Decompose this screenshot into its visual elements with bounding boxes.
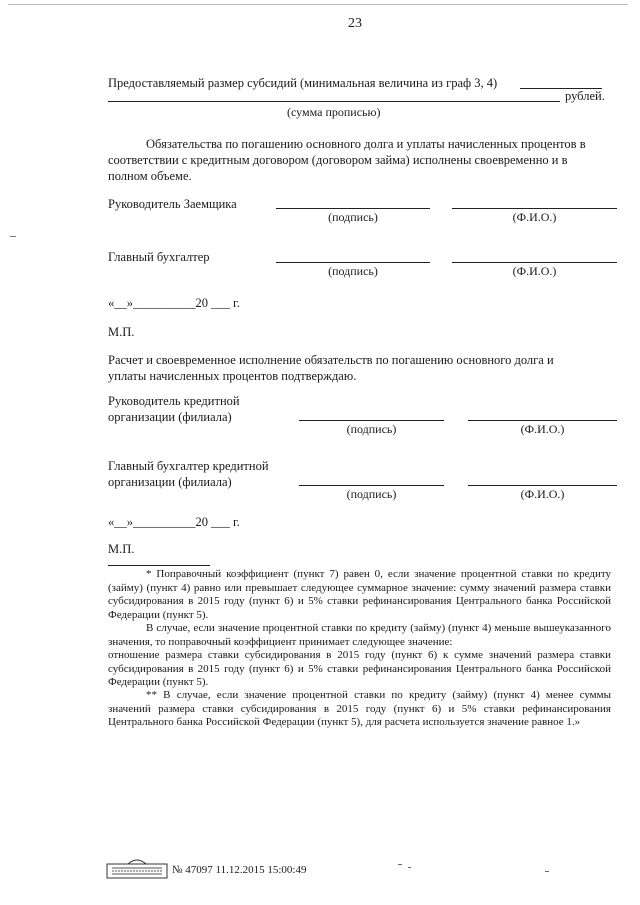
scan-artifact-bottom-2	[408, 867, 411, 868]
footnote-3: отношение размера ставки субсидирования в 2015 году (пункт 6) к сумме значений размера ставки субсидирования в 2015 году (пункт 6) и 5% ставки рефинансирования Центрального банка Российской Федерации (пункт 5).	[108, 649, 611, 688]
footnote-separator	[108, 565, 210, 566]
bank-accountant-label-2: организации (филиала)	[108, 475, 232, 489]
bank-accountant-name-caption: (Ф.И.О.)	[520, 487, 565, 501]
subsidy-text: Предоставляемый размер субсидий (минимальная величина из граф 3, 4)	[108, 76, 498, 90]
chief-accountant-signature-caption: (подпись)	[328, 264, 378, 278]
bank-head-label-2: организации (филиала)	[108, 410, 232, 424]
bank-accountant-signature-caption: (подпись)	[346, 487, 397, 501]
borrower-head-signature-caption: (подпись)	[328, 210, 378, 224]
borrower-head-signature-line	[276, 208, 430, 209]
borrower-head-label: Руководитель Заемщика	[108, 197, 237, 211]
bank-head-name-line	[468, 420, 617, 421]
confirmation-line-1: Расчет и своевременное исполнение обязательств по погашению основного долга и	[108, 353, 554, 367]
scan-artifact-left-mark	[10, 236, 16, 237]
obligations-line-1: Обязательства по погашению основного долга и уплаты начисленных процентов в	[146, 137, 586, 151]
doc-registration-stamp: № 47097 11.12.2015 15:00:49	[172, 864, 307, 876]
scan-artifact-top	[8, 4, 628, 5]
date-line-2: «__»__________20 ___ г.	[108, 515, 240, 529]
subsidy-words-caption: (сумма прописью)	[287, 105, 381, 119]
bank-head-signature-line	[299, 420, 444, 421]
bank-accountant-signature-line	[299, 485, 444, 486]
bank-accountant-label-1: Главный бухгалтер кредитной	[108, 459, 269, 473]
confirmation-line-2: уплаты начисленных процентов подтверждаю.	[108, 369, 357, 383]
seal-mark-1: М.П.	[108, 325, 135, 339]
chief-accountant-label: Главный бухгалтер	[108, 250, 210, 264]
obligations-line-3: полном объеме.	[108, 169, 192, 183]
date-line-1: «__»__________20 ___ г.	[108, 296, 240, 310]
scan-artifact-bottom-3	[545, 871, 549, 872]
bank-head-signature-caption: (подпись)	[346, 422, 397, 436]
chief-accountant-signature-line	[276, 262, 430, 263]
chief-accountant-name-caption: (Ф.И.О.)	[512, 264, 557, 278]
footnote-4: ** В случае, если значение процентной ставки по кредиту (займу) (пункт 4) менее суммы значений размера ставки субсидирования в 2015 году (пункт 6) и 5% ставки рефинансирования Центрального банка Российской Федерации (пункт 5), для расчета используется значение равное 1.»	[108, 689, 611, 728]
bank-head-label-1: Руководитель кредитной	[108, 394, 240, 408]
bank-head-name-caption: (Ф.И.О.)	[520, 422, 565, 436]
subsidy-words-line	[108, 101, 560, 102]
bank-accountant-name-line	[468, 485, 617, 486]
scan-artifact-bottom-1	[398, 864, 402, 865]
chief-accountant-name-line	[452, 262, 617, 263]
seal-mark-2: М.П.	[108, 542, 135, 556]
obligations-line-2: соответствии с кредитным договором (договором займа) исполнены своевременно и в	[108, 153, 568, 167]
footnote-1: * Поправочный коэффициент (пункт 7) равен 0, если значение процентной ставки по кредиту (займу) (пункт 4) равно или превышает следующее суммарное значение: сумму значений размера ставки субсидирования в 2015 году (пункт 6) и 5% ставки рефинансирования Центрального банка Российской Федерации (пункт 5).	[108, 568, 611, 621]
footnote-2: В случае, если значение процентной ставки по кредиту (займу) (пункт 4) меньше вышеуказанного значения, то поправочный коэффициент принимает следующее значение:	[108, 622, 611, 648]
page-number: 23	[348, 16, 362, 31]
rubles-label: рублей.	[565, 89, 605, 103]
registry-logo-icon	[106, 856, 168, 880]
borrower-head-name-line	[452, 208, 617, 209]
borrower-head-name-caption: (Ф.И.О.)	[512, 210, 557, 224]
